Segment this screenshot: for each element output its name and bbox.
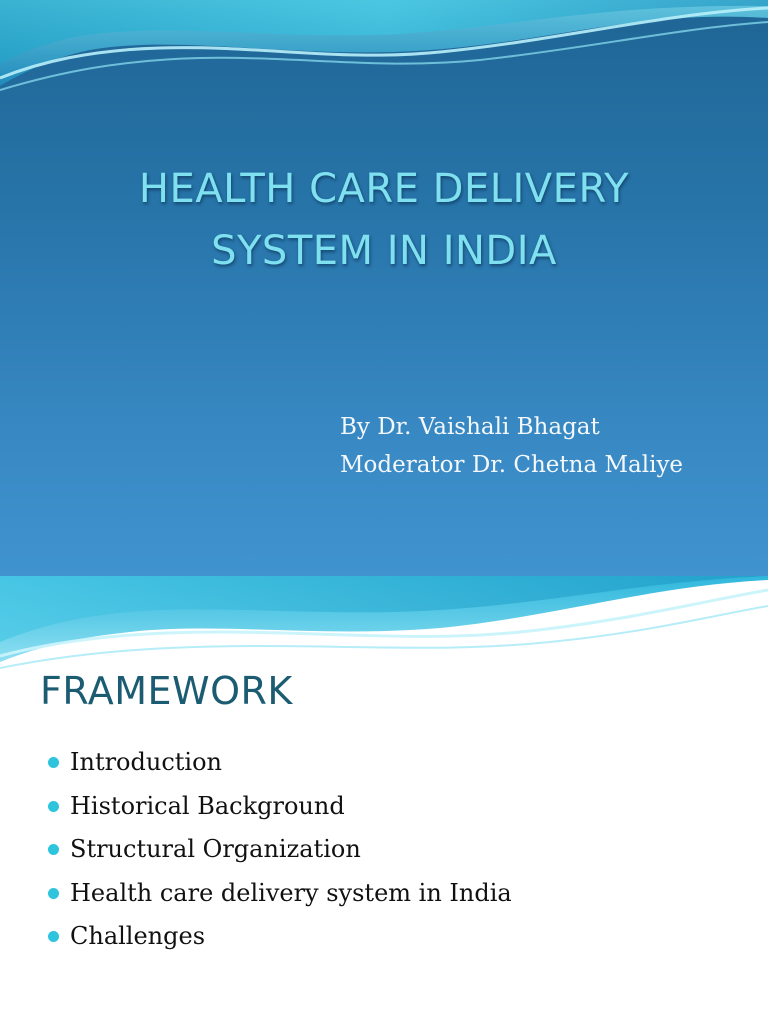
list-item-text: Structural Organization (70, 835, 361, 863)
list-item (48, 873, 748, 917)
list-item (48, 829, 748, 873)
presentation-title (40, 158, 728, 282)
framework-slide (0, 576, 768, 1024)
list-item (48, 786, 748, 830)
bullet-dot-icon (48, 757, 59, 768)
title-line-1: HEALTH CARE DELIVERY (138, 166, 630, 212)
list-item (48, 916, 748, 960)
bullet-dot-icon (48, 801, 59, 812)
list-item-text: Health care delivery system in India (70, 878, 512, 907)
moderator-line: Moderator Dr. Chetna Maliye (340, 452, 684, 478)
list-item-text: Challenges (70, 922, 206, 950)
top-wave-decoration (0, 0, 768, 100)
title-line-2: SYSTEM IN INDIA (211, 228, 557, 274)
list-item-text: Historical Background (70, 791, 345, 820)
top-wave-decoration (0, 576, 768, 676)
bullet-dot-icon (48, 931, 59, 942)
list-item (48, 742, 748, 786)
bullet-dot-icon (48, 888, 59, 899)
author-line: By Dr. Vaishali Bhagat (340, 414, 600, 440)
list-item-text: Introduction (70, 748, 222, 776)
slide-heading: FRAMEWORK (40, 669, 293, 713)
bullet-dot-icon (48, 844, 59, 855)
bullet-list (48, 742, 748, 960)
author-credits (340, 408, 760, 484)
